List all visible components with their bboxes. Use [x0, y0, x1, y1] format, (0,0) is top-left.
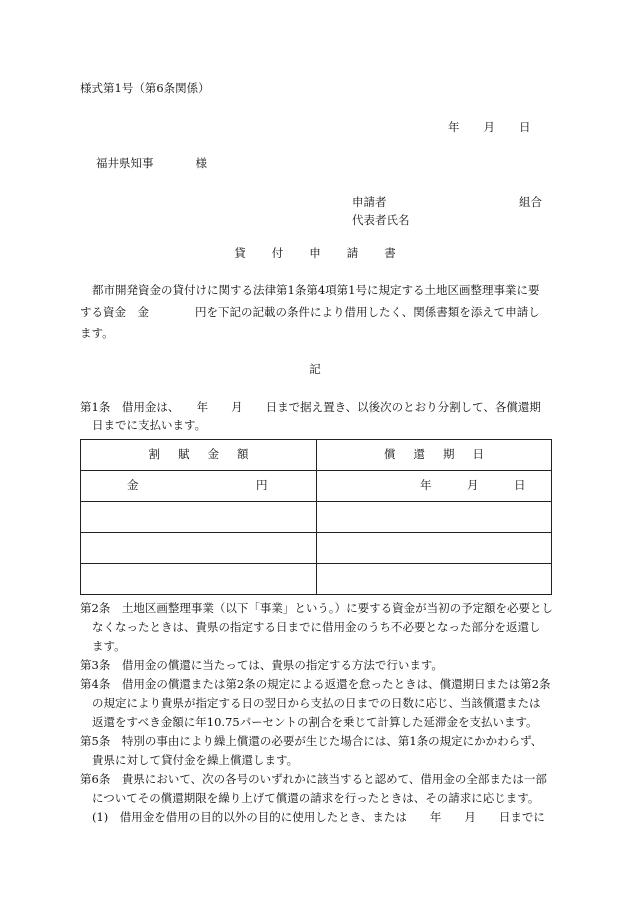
- date-month: 月: [467, 478, 479, 492]
- ki-heading: 記: [309, 362, 321, 376]
- applicant-suffix: 組合: [519, 195, 542, 209]
- title-char: 書: [384, 246, 396, 260]
- amount-prefix: 金: [127, 478, 139, 492]
- date-year-label: 年: [448, 120, 460, 134]
- header-char: 期: [443, 447, 455, 462]
- header-char: 日: [472, 447, 484, 462]
- header-char: 割: [148, 447, 160, 462]
- article-6-item-1-line: (1) 借用金を借用の目的以外の目的に使用したとき、または 年 月 日までに: [92, 810, 545, 824]
- date-cell[interactable]: [317, 502, 552, 533]
- applicant-row: [352, 197, 542, 209]
- form-number: 様式第1号（第6条関係）: [80, 81, 210, 95]
- table-row: [81, 564, 552, 595]
- article-4-line: 第4条 借用金の償還または第2条の規定による返還を怠ったときは、償還期日または第2条: [80, 677, 551, 691]
- article-4-line: 返還をすべき金額に年10.75パーセントの割合を乗じて計算した延滞金を支払います。: [92, 715, 538, 729]
- article-6-line: 第6条 貴県において、次の各号のいずれかに該当すると認めて、借用金の全部または一部: [80, 772, 547, 786]
- applicant-label: 申請者: [352, 195, 387, 209]
- table-row: [81, 533, 552, 564]
- table-row: [81, 471, 552, 502]
- addressee-honorific: 様: [195, 156, 207, 170]
- article-1-line: 第1条 借用金は、 年 月 日まで据え置き、以後次のとおり分割して、各償還期: [80, 400, 541, 414]
- amount-suffix: 円: [256, 478, 268, 492]
- date-cell[interactable]: [317, 564, 552, 595]
- header-char: 額: [237, 447, 249, 462]
- body-text-line: する資金 金 円を下記の記載の条件により借用したく、関係書類を添えて申請し: [80, 305, 540, 319]
- title-char: 付: [271, 246, 284, 260]
- date-month-label: 月: [483, 120, 495, 134]
- header-date-cell: [317, 440, 552, 471]
- article-1-line: 日までに支払います。: [92, 418, 207, 432]
- amount-cell[interactable]: [81, 502, 317, 533]
- header-char: 還: [413, 447, 425, 462]
- article-6-line: についてその償還期限を繰り上げて償還の請求を行ったときは、その請求に応じます。: [92, 791, 540, 805]
- amount-cell[interactable]: [81, 533, 317, 564]
- article-4-line: の規定により貴県が指定する日の翌日から支払の日までの日数に応じ、当該償還または: [92, 696, 541, 710]
- table-header-row: [81, 440, 552, 471]
- table-row: [81, 502, 552, 533]
- article-2-line: 第2条 土地区画整理事業（以下「事業」という。）に要する資金が当初の予定額を必要とし: [80, 601, 554, 615]
- article-5-line: 貴県に対して貸付金を繰上償還します。: [92, 753, 299, 767]
- title-char: 請: [346, 246, 359, 260]
- representative-label: 代表者氏名: [352, 213, 410, 227]
- title-char: 申: [309, 246, 321, 260]
- amount-cell[interactable]: [81, 471, 317, 502]
- amount-cell[interactable]: [81, 564, 317, 595]
- repayment-schedule-table: [80, 439, 552, 595]
- article-2-line: ます。: [92, 639, 126, 653]
- header-amount-cell: [81, 440, 317, 471]
- addressee-name: 福井県知事: [96, 156, 154, 170]
- header-char: 金: [207, 447, 219, 462]
- article-5-line: 第5条 特別の事由により繰上償還の必要が生じた場合には、第1条の規定にかかわらず、: [80, 734, 543, 748]
- header-char: 賦: [178, 447, 190, 462]
- document-title: [0, 248, 630, 260]
- date-cell[interactable]: [317, 471, 552, 502]
- body-text-line: 都市開発資金の貸付けに関する法律第1条第4項第1号に規定する土地区画整理事業に要: [92, 283, 540, 297]
- addressee: [96, 158, 207, 170]
- title-char: 貸: [234, 246, 246, 260]
- date-cell[interactable]: [317, 533, 552, 564]
- body-text-line: ます。: [80, 326, 114, 340]
- date-day-label: 日: [519, 120, 531, 134]
- article-2-line: なくなったときは、貴県の指定する日までに借用金のうち不必要となった部分を返還し: [92, 620, 541, 634]
- date-day: 日: [514, 478, 526, 492]
- date-year: 年: [420, 478, 432, 492]
- application-date: [448, 122, 531, 134]
- article-3-line: 第3条 借用金の償還に当たっては、貴県の指定する方法で行います。: [80, 658, 443, 672]
- header-char: 償: [384, 447, 396, 462]
